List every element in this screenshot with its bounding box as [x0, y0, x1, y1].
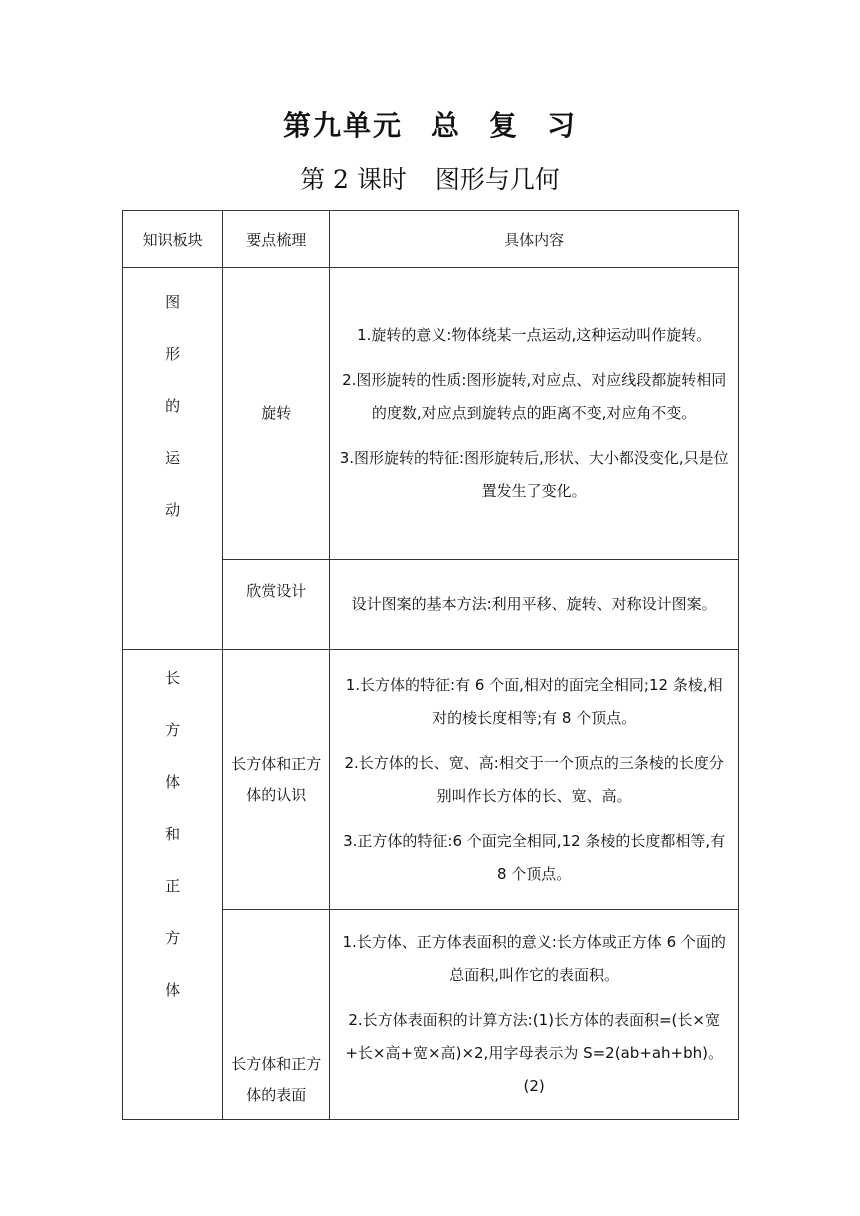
unit-title-part3: 复 [489, 109, 520, 142]
header-points: 要点梳理 [223, 211, 330, 268]
content-item: 1.旋转的意义:物体绕某一点运动,这种运动叫作旋转。 [357, 326, 712, 344]
content-item: 2.长方体表面积的计算方法:(1)长方体的表面积=(长×宽+长×高+宽×高)×2,用字母表示为 S=2(ab+ah+bh)。(2) [345, 1011, 724, 1095]
content-cell [330, 560, 739, 650]
lesson-subtitle [0, 160, 860, 196]
block-name-char: 方 [165, 721, 181, 739]
point-name-cell [223, 268, 330, 560]
block-name-cell [123, 650, 223, 1120]
block-name-char: 正 [165, 877, 181, 895]
content-item: 1.长方体、正方体表面积的意义:长方体或正方体 6 个面的总面积,叫作它的表面积。 [342, 933, 726, 984]
table-header-row [123, 211, 739, 268]
point-name-cell [223, 910, 330, 1120]
point-name-cell [223, 560, 330, 650]
unit-title-part4: 习 [547, 109, 578, 142]
block-name-char: 图 [165, 293, 181, 311]
lesson-number: 第 2 课时 [300, 165, 407, 194]
unit-title-part1: 第九单元 [282, 109, 403, 142]
block-name-char: 体 [165, 773, 181, 791]
content-cell [330, 650, 739, 910]
block-name-char: 长 [165, 669, 181, 687]
content-item: 设计图案的基本方法:利用平移、旋转、对称设计图案。 [351, 595, 717, 613]
content-cell [330, 910, 739, 1120]
block-name-char: 方 [165, 929, 181, 947]
point-name-cell [223, 650, 330, 910]
content-item: 3.正方体的特征:6 个面完全相同,12 条棱的长度都相等,有 8 个顶点。 [343, 831, 726, 883]
block-name-char: 体 [165, 981, 181, 999]
content-item: 1.长方体的特征:有 6 个面,相对的面完全相同;12 条棱,相对的棱长度相等;有 8 个顶点。 [345, 675, 723, 727]
point-name: 长方体和正方体的表面 [231, 1055, 322, 1104]
table-row [123, 650, 739, 910]
block-name-char: 的 [165, 397, 181, 415]
header-block: 知识板块 [123, 211, 223, 268]
content-item: 2.长方体的长、宽、高:相交于一个顶点的三条棱的长度分别叫作长方体的长、宽、高。 [344, 753, 724, 805]
header-content: 具体内容 [330, 211, 739, 268]
point-name: 旋转 [261, 404, 292, 422]
block-name-char: 形 [165, 345, 181, 363]
block-name-vertical [123, 268, 222, 536]
point-name: 欣赏设计 [246, 582, 307, 600]
point-name: 长方体和正方体的认识 [231, 754, 322, 804]
unit-title-part2: 总 [430, 109, 461, 142]
table-row [123, 268, 739, 560]
block-name-char: 运 [165, 449, 181, 467]
lesson-topic: 图形与几何 [434, 165, 560, 194]
unit-title [0, 104, 860, 144]
block-name-vertical [123, 650, 222, 1016]
block-name-cell [123, 268, 223, 650]
summary-table [122, 210, 739, 1120]
content-cell [330, 268, 739, 560]
content-item: 3.图形旋转的特征:图形旋转后,形状、大小都没变化,只是位置发生了变化。 [339, 449, 729, 500]
block-name-char: 和 [165, 825, 181, 843]
block-name-char: 动 [165, 501, 181, 519]
content-item: 2.图形旋转的性质:图形旋转,对应点、对应线段都旋转相同的度数,对应点到旋转点的距离不变,对应角不变。 [342, 371, 727, 422]
